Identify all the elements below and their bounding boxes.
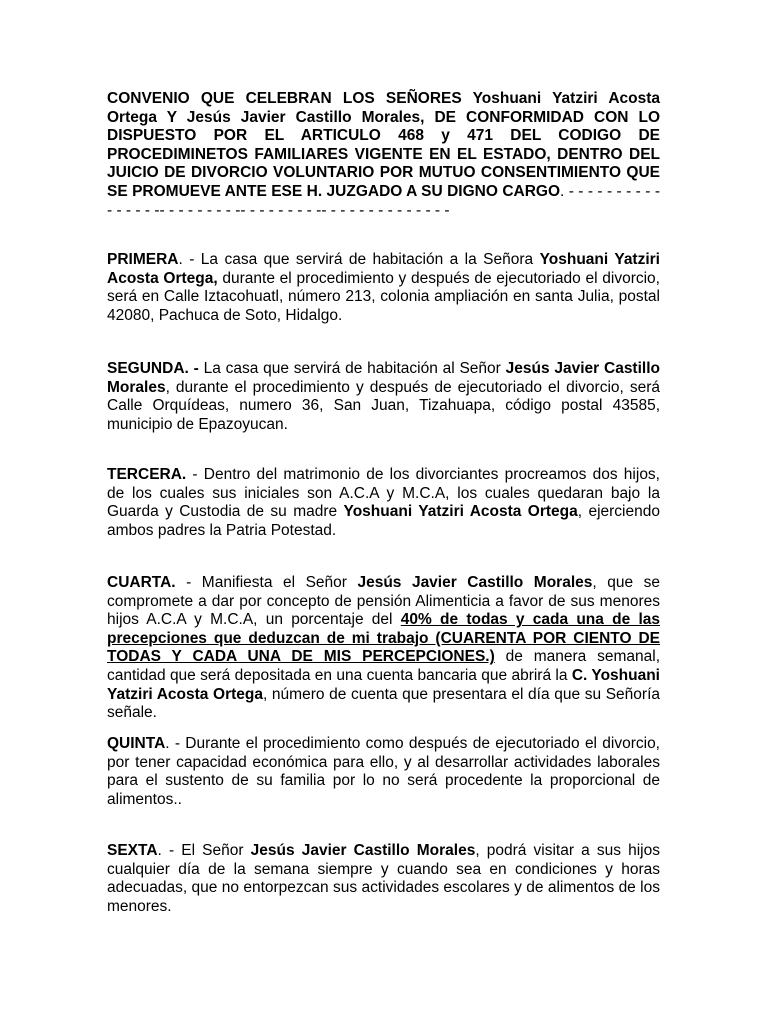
party-name: Yoshuani Yatziri Acosta Ortega [343,503,578,521]
clause-segunda [107,360,660,434]
party-name: Jesús Javier Castillo Morales [357,574,593,591]
party-name: Jesús Javier Castillo Morales [107,360,660,396]
clause-text: , durante el procedimiento y después de ejecutoriado el divorcio, será Calle Orquídeas, numero 36, San Juan, Tizahuapa, código postal 43585, municipio de Epazoyucan. [107,378,660,433]
agreement-heading [107,90,660,220]
clause-text: , podrá visitar a sus hijos cualquier día de la semana siempre y cuando sea en condiciones y horas adecuadas, que no entorpezcan sus actividades escolares y de alimentos de los menores. [107,842,660,915]
clause-text: - Manifiesta el Señor [175,574,358,591]
party-name: Jesús Javier Castillo Morales [250,842,476,859]
clause-text: La casa que servirá de habitación al Señor [198,360,506,377]
clause-label: QUINTA [107,735,166,752]
clause-label: CUARTA. [107,574,176,591]
clause-text: , ejerciendo ambos padres la Patria Potestad. [107,503,660,539]
clause-text: . - Durante el procedimiento como después de ejecutoriado el divorcio, por tener capacidad económica para ello, y al desarrollar actividades laborales para el sustento de su familia por lo no será procedente la proporcional de alimentos.. [107,735,660,808]
clause-label: PRIMERA [107,251,179,268]
heading-dashes: . - - - - - - - - - - - - - - - -- - - - - - - - -- - - - - - - - -- - - - - - - - - - - - - - [107,182,660,219]
clause-text: durante el procedimiento y después de ejecutoriado el divorcio, será en Calle Iztacohuatl, número 213, colonia ampliación en santa Julia, postal 42080, Pachuca de Soto, Hidalgo. [107,269,660,324]
clause-label: SEGUNDA. - [107,360,199,377]
clause-quinta [107,735,660,809]
clause-cuarta [107,574,660,723]
party-name: Yoshuani Yatziri Acosta Ortega, [107,251,660,287]
percentage-clause: 40% de todas y cada una de las precepciones que deduzcan de mi trabajo (CUARENTA POR CIENTO DE TODAS Y CADA UNA DE MIS PERCEPCIONES.) [107,611,660,666]
clause-text: de manera semanal, cantidad que será depositada en una cuenta bancaria que abrirá la [107,648,660,684]
clause-text: - Dentro del matrimonio de los divorciantes procreamos dos hijos, de los cuales sus iniciales son A.C.A y M.C.A, los cuales quedaran bajo la Guarda y Custodia de su madre [107,466,660,521]
clause-tercera [107,466,660,540]
clause-label: TERCERA. [107,466,187,483]
clause-sexta [107,842,660,916]
clause-text: , número de cuenta que presentara el día que su Señoría señale. [107,685,660,722]
clause-primera [107,251,660,325]
heading-text: CONVENIO QUE CELEBRAN LOS SEÑORES Yoshuani Yatziri Acosta Ortega Y Jesús Javier Castillo Morales, DE CONFORMIDAD CON LO DISPUESTO POR EL ARTICULO 468 y 471 DEL CODIGO DE PROCEDIMINETOS FAMILIARES VIGENTE EN EL ESTADO, DENTRO DEL JUICIO DE DIVORCIO VOLUNTARIO POR MUTUO CONSENTIMIENTO QUE SE PROMUEVE ANTE ESE H. JUZGADO A SU DIGNO CARGO [107,90,660,200]
party-name: C. Yoshuani Yatziri Acosta Ortega [107,666,660,703]
clause-text: . - La casa que servirá de habitación a la Señora [178,251,540,268]
clause-label: SEXTA [107,842,158,859]
clause-text: . - El Señor [157,842,251,859]
clause-text: , que se compromete a dar por concepto de pensión Alimenticia a favor de sus menores hijos A.C.A y M.C.A, un porcentaje del [107,574,660,629]
